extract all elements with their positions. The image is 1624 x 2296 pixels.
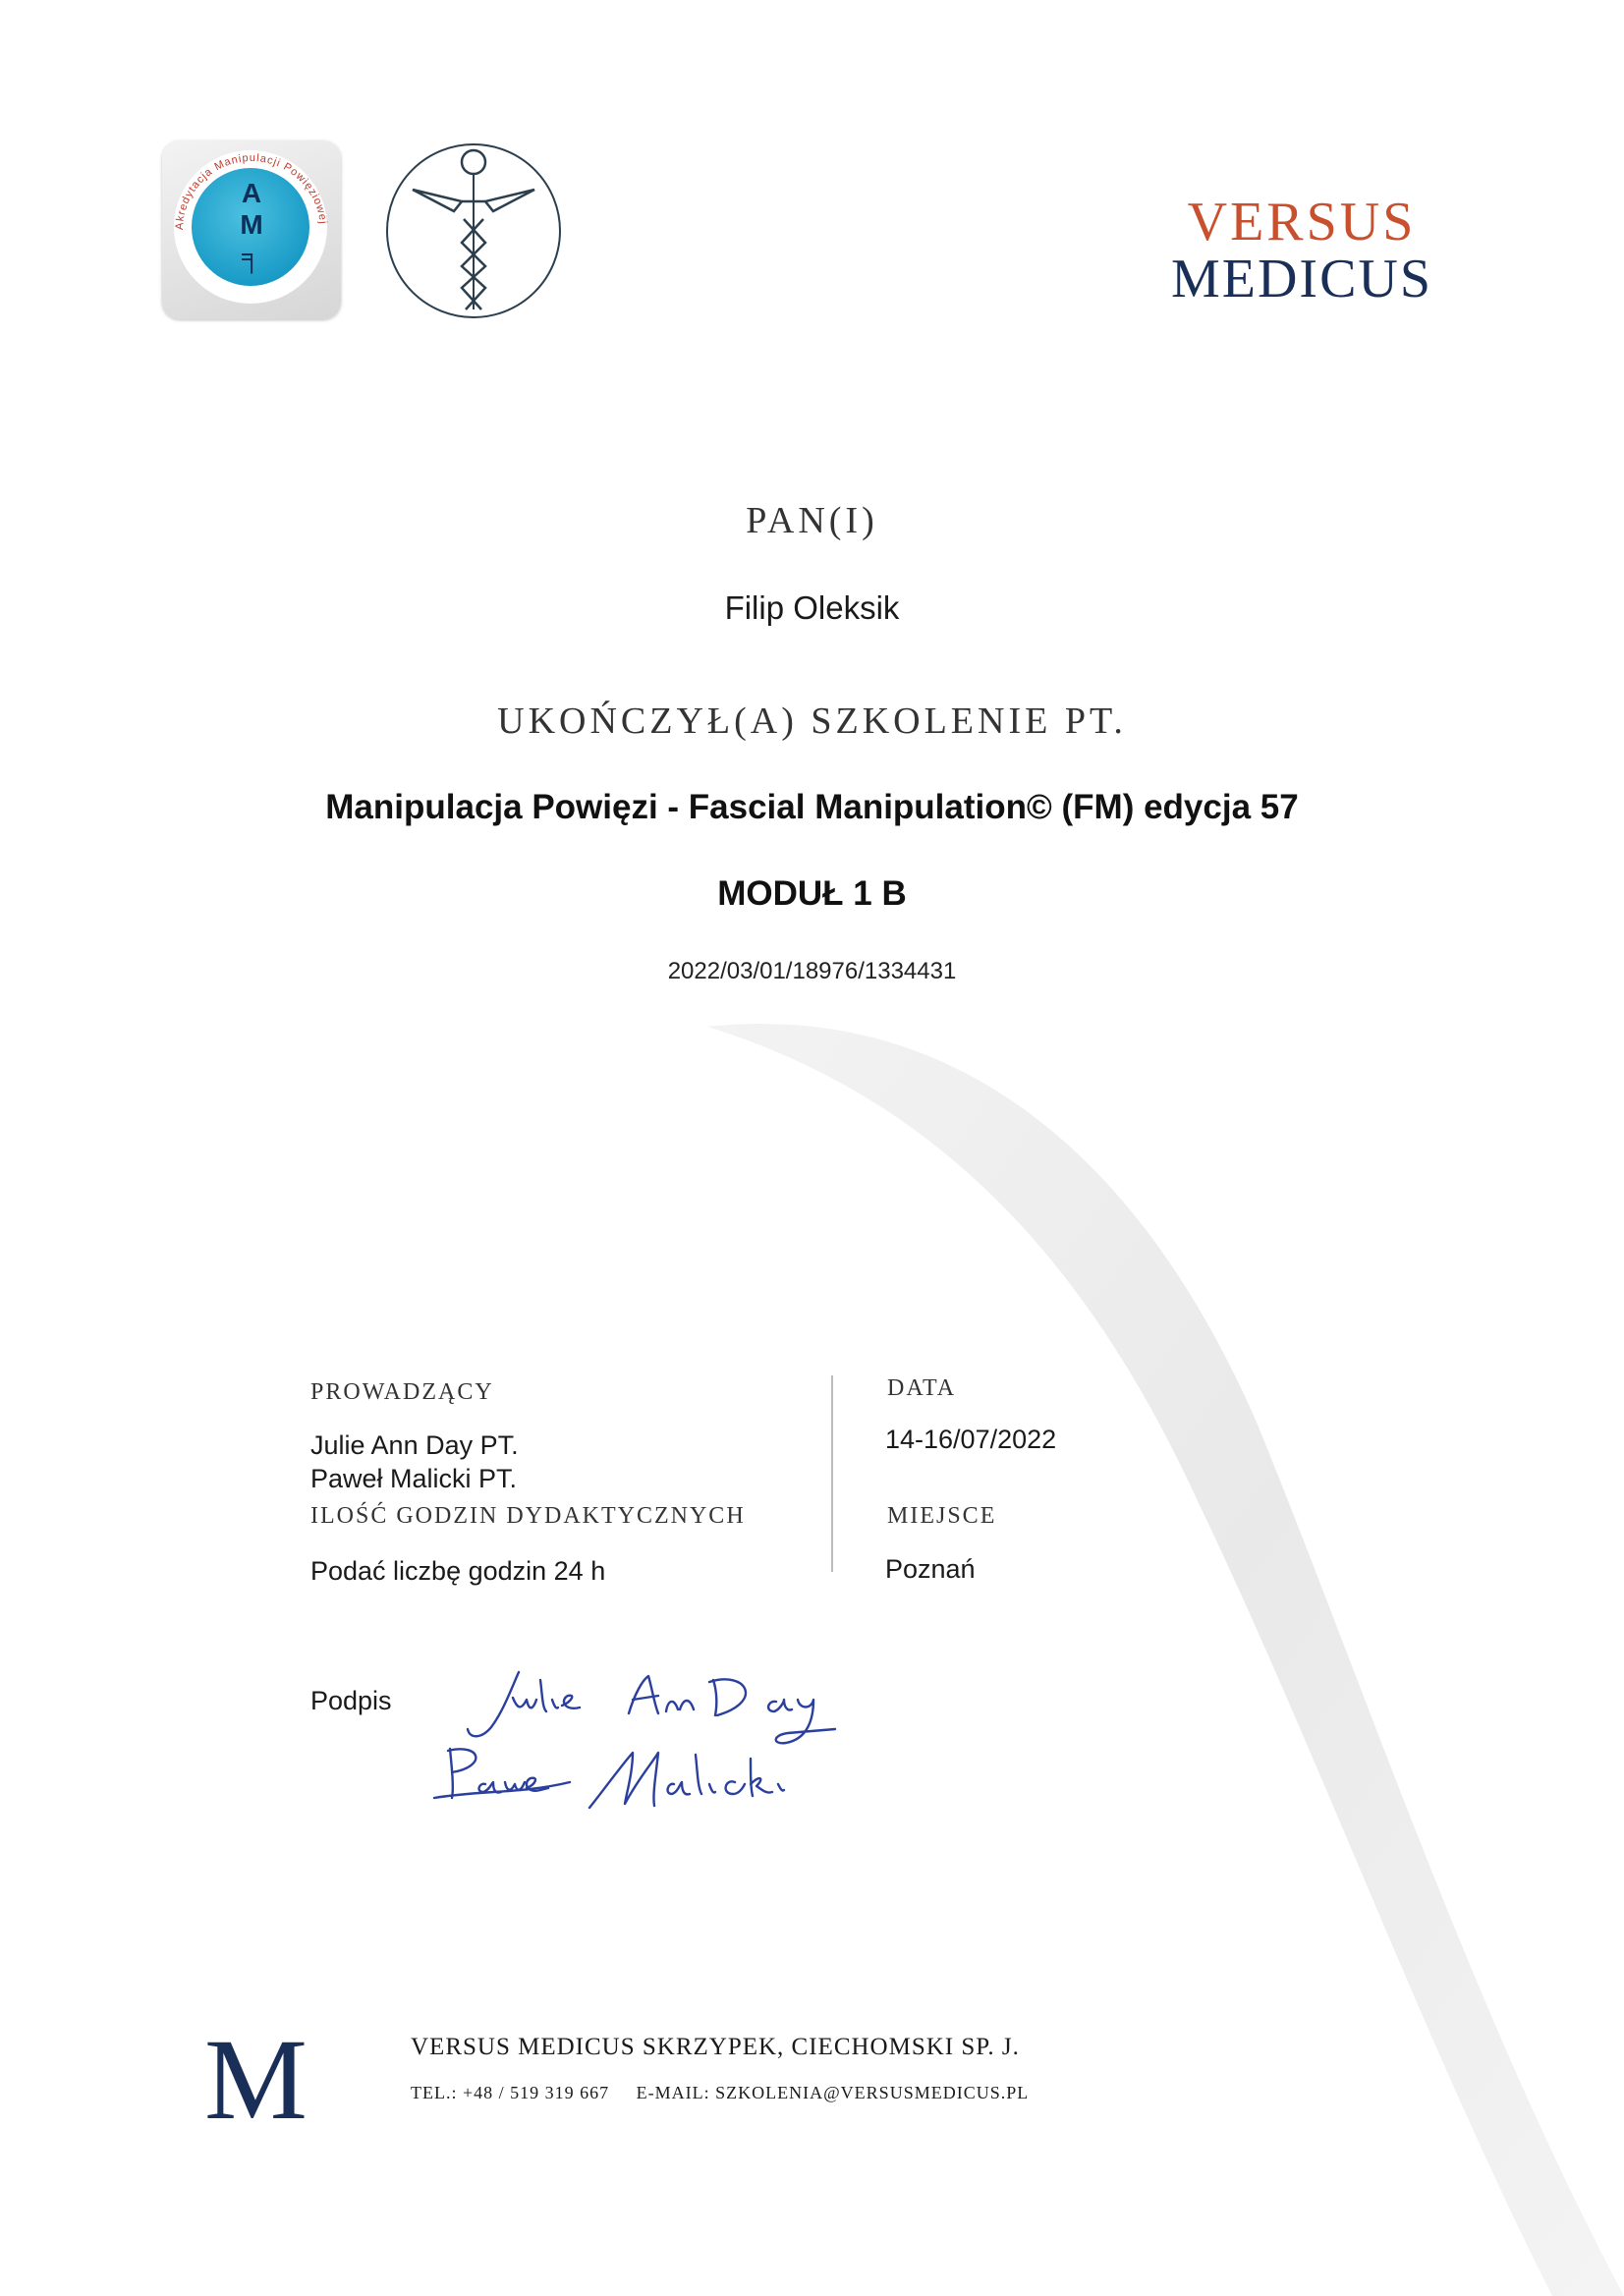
completed-label: UKOŃCZYŁ(A) SZKOLENIE PT. (497, 700, 1127, 742)
recipient-name: Filip Oleksik (724, 589, 900, 626)
footer-company-name: VERSUS MEDICUS SKRZYPEK, CIECHOMSKI SP. J. (411, 2034, 1020, 2060)
hours-label: ILOŚĆ GODZIN DYDAKTYCZNYCH (310, 1503, 746, 1529)
place-label: MIEJSCE (887, 1503, 997, 1529)
instructor-name: Paweł Malicki PT. (310, 1464, 518, 1493)
signature-label: Podpis (310, 1686, 392, 1715)
certificate-number: 2022/03/01/18976/1334431 (667, 958, 957, 984)
place-value: Poznań (885, 1554, 976, 1584)
badge-letter: ╕ (242, 241, 261, 271)
handwritten-signatures (422, 1651, 874, 1827)
logo-line-versus: VERSUS (1187, 192, 1417, 252)
hours-value: Podać liczbę godzin 24 h (310, 1556, 606, 1586)
instructors-label: PROWADZĄCY (310, 1379, 494, 1405)
date-value: 14-16/07/2022 (885, 1425, 1057, 1454)
caduceus-icon (383, 140, 565, 322)
am-accreditation-badge (162, 140, 341, 319)
instructor-name: Julie Ann Day PT. (310, 1430, 519, 1460)
versus-medicus-logo (1130, 192, 1474, 309)
badge-letter: M (240, 209, 263, 240)
column-divider (831, 1375, 833, 1572)
footer-contact: TEL.: +48 / 519 319 667 E-MAIL: SZKOLENIA@VERSUSMEDICUS.PL (411, 2083, 1030, 2102)
date-label: DATA (887, 1375, 957, 1401)
badge-letter: A (241, 178, 262, 208)
svg-text:Akredytacja Manipulacji Powięz: Akredytacja Manipulacji Powięziowej (173, 151, 329, 231)
salutation: PAN(I) (746, 500, 878, 541)
module-title: MODUŁ 1 B (717, 874, 907, 913)
logo-line-medicus: MEDICUS (1170, 249, 1433, 309)
footer-monogram: M (204, 2015, 308, 2144)
course-title: Manipulacja Powięzi - Fascial Manipulation© (FM) edycja 57 (325, 788, 1299, 826)
